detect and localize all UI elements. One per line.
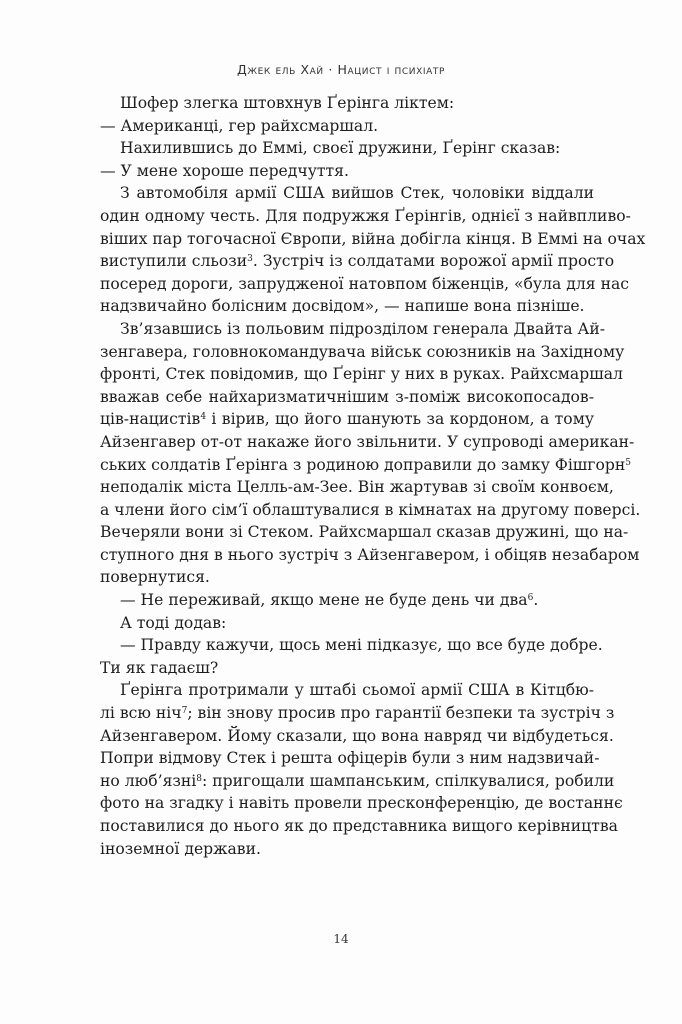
dialog-paragraph — [100, 160, 594, 183]
text-line — [100, 318, 605, 341]
text-line — [100, 250, 615, 273]
text-line — [100, 137, 594, 160]
line-text: но люб’язні — [100, 771, 197, 790]
text-line — [100, 386, 594, 409]
text-line — [100, 770, 615, 793]
line-text: Айзенгавер от-от накаже його звільнити. У супроводі американ- — [100, 432, 635, 451]
line-text-after-footnote: . — [533, 591, 539, 610]
line-text: надзвичайно болісним досвідом», — напише вона пізніше. — [100, 297, 585, 316]
line-text: віших пар тогочасної Європи, війна добігла кінця. В Еммі на очах — [100, 229, 646, 248]
line-text: фото на згадку і навіть провели пресконференцію, де востаннє — [100, 794, 623, 813]
line-text: Вечеряли вони зі Стеком. Райхсмаршал сказав дружині, що на- — [100, 523, 629, 542]
text-line — [100, 566, 594, 589]
footnote-marker[interactable]: 5 — [625, 457, 631, 468]
line-text: Шофер злегка штовхнув Ґерінга ліктем: — [120, 94, 455, 112]
line-text: а члени його сім’ї облаштувалися в кімнатах на другому поверсі. — [100, 500, 641, 519]
line-text: вважав себе найхаризматичнішим з-поміж високопосадов- — [100, 387, 594, 406]
footnote-marker[interactable]: 7 — [181, 706, 188, 717]
narration-paragraph — [100, 92, 594, 115]
text-line — [100, 205, 631, 228]
line-text: Зв’язавшись із польовим підрозділом генерала Двайта Ай- — [120, 319, 605, 338]
text-line — [100, 747, 600, 770]
text-line — [100, 838, 594, 861]
line-text: — Американці, гер райхсмаршал. — [100, 116, 379, 135]
line-text: лі всю ніч — [100, 704, 182, 723]
narration-paragraph — [100, 318, 641, 589]
footnote-marker[interactable]: 4 — [200, 412, 207, 423]
line-text: неподалік міста Целль-ам-Зее. Він жартував зі своїм конвоєм, — [100, 478, 614, 497]
text-line — [100, 634, 603, 657]
line-text: Ґерінга протримали у штабі сьомої армії США в Кітцбю- — [120, 681, 594, 700]
footnote-marker[interactable]: 8 — [196, 773, 203, 784]
text-line — [100, 363, 623, 386]
text-line — [100, 273, 629, 296]
line-text: виступили сльози — [100, 252, 248, 271]
line-text: — У мене хороше передчуття. — [100, 161, 349, 180]
line-text: повернутися. — [100, 568, 210, 587]
line-text-after-footnote: : пригощали шампанським, спілкувалися, робили — [202, 771, 615, 790]
text-line — [100, 544, 640, 567]
text-line — [100, 295, 594, 318]
narration-paragraph — [100, 679, 623, 860]
running-head: Джек ель Хай · Нацист і психіатр — [236, 62, 446, 77]
line-text: ступного дня в нього зустріч з Айзенгавером, і обіцяв незабаром — [100, 545, 640, 564]
page-number: 14 — [333, 932, 349, 946]
text-line — [100, 476, 614, 499]
line-text: один одному честь. Для подружжя Ґерінгів, однієї з найвпливо- — [100, 206, 631, 225]
text-line — [100, 454, 631, 477]
text-line — [100, 702, 615, 725]
text-line — [100, 612, 594, 635]
line-text: іноземної держави. — [100, 839, 261, 858]
line-text: фронті, Стек повідомив, що Ґерінг у них в руках. Райхсмаршал — [100, 365, 623, 384]
line-text: А тоді додав: — [120, 613, 227, 632]
dialog-paragraph — [100, 115, 594, 138]
body-text — [100, 92, 646, 860]
narration-paragraph — [100, 137, 594, 160]
text-line — [100, 160, 594, 183]
footnote-marker[interactable]: 3 — [247, 254, 253, 265]
text-line — [100, 228, 646, 251]
line-text-after-footnote: . Зустріч із солдатами ворожої армії просто — [252, 252, 615, 271]
text-line — [100, 657, 594, 680]
line-text: Айзенгавером. Йому сказали, що вона навряд чи відбудеться. — [100, 726, 614, 745]
line-text-after-footnote: ; він знову просив про гарантії безпеки та зустріч з — [187, 704, 615, 723]
text-line — [100, 725, 614, 748]
line-text: посеред дороги, запрудженої натовпом біженців, «була для нас — [100, 274, 629, 293]
line-text-after-footnote: і вірив, що його шанують за кордоном, а тому — [206, 410, 594, 429]
line-text: ських солдатів Ґерінга з родиною доправили до замку Фішгорн — [100, 455, 626, 474]
text-line — [100, 521, 629, 544]
line-text: — Не переживай, якщо мене не буде день чи два — [120, 591, 528, 610]
text-line — [100, 499, 641, 522]
text-line — [100, 815, 618, 838]
footnote-marker[interactable]: 6 — [527, 593, 534, 604]
dialog-paragraph — [100, 589, 594, 612]
text-line — [100, 182, 594, 205]
line-text: З автомобіля армії США вийшов Стек, чоловіки віддали — [120, 184, 594, 203]
text-line — [100, 115, 594, 138]
line-text: Нахилившись до Еммі, своєї дружини, Ґерінг сказав: — [120, 139, 561, 158]
narration-paragraph — [100, 182, 646, 318]
text-line — [100, 408, 594, 431]
text-line — [100, 92, 594, 115]
text-line — [100, 341, 625, 364]
text-line — [100, 792, 623, 815]
dialog-paragraph — [100, 634, 603, 679]
narration-paragraph — [100, 612, 594, 635]
line-text: Ти як гадаєш? — [100, 658, 219, 677]
line-text: поставилися до нього як до представника вищого керівництва — [100, 817, 618, 835]
line-text: Попри відмову Стек і решта офіцерів були з ним надзвичай- — [100, 749, 600, 768]
text-line — [100, 431, 635, 454]
line-text: зенгавера, головнокомандувача військ союзників на Західному — [100, 342, 625, 361]
line-text: — Правду кажучи, щось мені підказує, що все буде добре. — [120, 636, 603, 655]
line-text: ців-нацистів — [100, 410, 201, 429]
text-line — [100, 589, 594, 612]
text-line — [100, 679, 594, 702]
